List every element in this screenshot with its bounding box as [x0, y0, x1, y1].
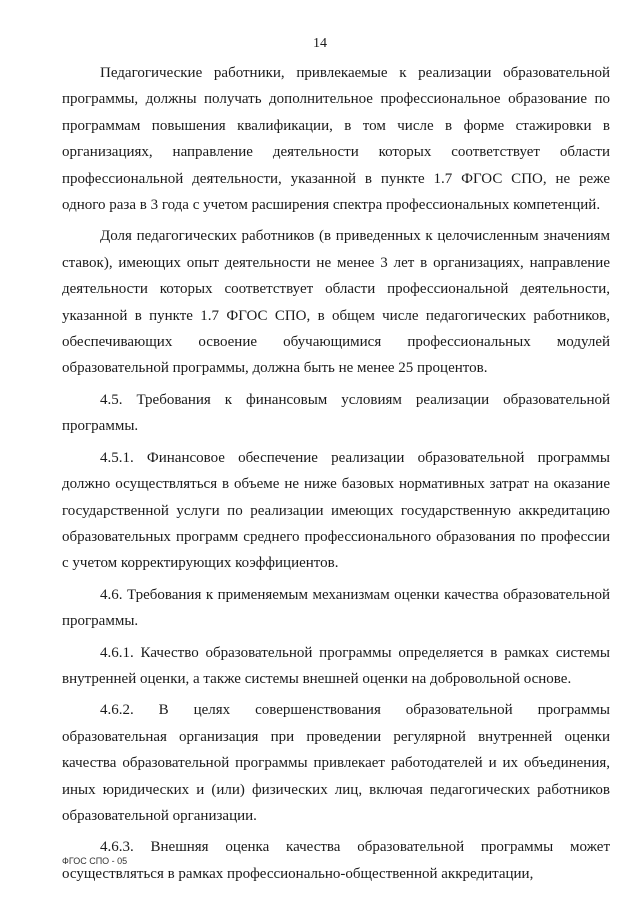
paragraph-teacher-training: Педагогические работники, привлекаемые к реализации образовательной программы, должны получать дополнительное профессиональное образование по программам повышения квалификации, в том числе в форме стажировки в организациях, направление деятельности которых соответствует области профессиональной деятельности, указанной в пункте 1.7 ФГОС СПО, не реже одного раза в 3 года с учетом расширения спектра профессиональных компетенций.: [62, 65, 610, 214]
paragraph-4-6-1: 4.6.1. Качество образовательной программы определяется в рамках системы внутренней оценки, а также системы внешней оценки на добровольной основе.: [62, 644, 610, 687]
section-4-6-heading: 4.6. Требования к применяемым механизмам оценки качества образовательной программы.: [62, 586, 610, 630]
paragraph-4-6-3: 4.6.3. Внешняя оценка качества образовательной программы может осуществляться в рамках профессионально-общественной аккредитации,: [62, 839, 610, 882]
footer-mark: ФГОС СПО - 05: [62, 856, 128, 866]
document-body: [62, 60, 610, 892]
paragraph-4-6-2: 4.6.2. В целях совершенствования образовательной программы образовательная организация при проведении регулярной внутренней оценки качества образовательной программы привлекает работодателей и их объединения, иных юридических и (или) физических лиц, включая педагогических работников образовательной организации.: [62, 702, 610, 824]
paragraph-4-5-1: 4.5.1. Финансовое обеспечение реализации образовательной программы должно осуществляться в объеме не ниже базовых нормативных затрат на оказание государственной услуги по реализации имеющих государственную аккредитацию образовательных программ среднего профессионального образования по профессии с учетом корректирующих коэффициентов.: [62, 449, 610, 572]
section-4-5-heading: 4.5. Требования к финансовым условиям реализации образовательной программы.: [62, 391, 610, 435]
page-number: 14: [313, 36, 327, 51]
paragraph-teacher-share: Доля педагогических работников (в приведенных к целочисленным значениям ставок), имеющих опыт деятельности не менее 3 лет в организациях, направление деятельности которых соответствует области профессиональной деятельности, указанной в пункте 1.7 ФГОС СПО, в общем числе педагогических работников, обеспечивающих освоение обучающимися профессиональных модулей образовательной программы, должна быть не менее 25 процентов.: [62, 228, 610, 377]
